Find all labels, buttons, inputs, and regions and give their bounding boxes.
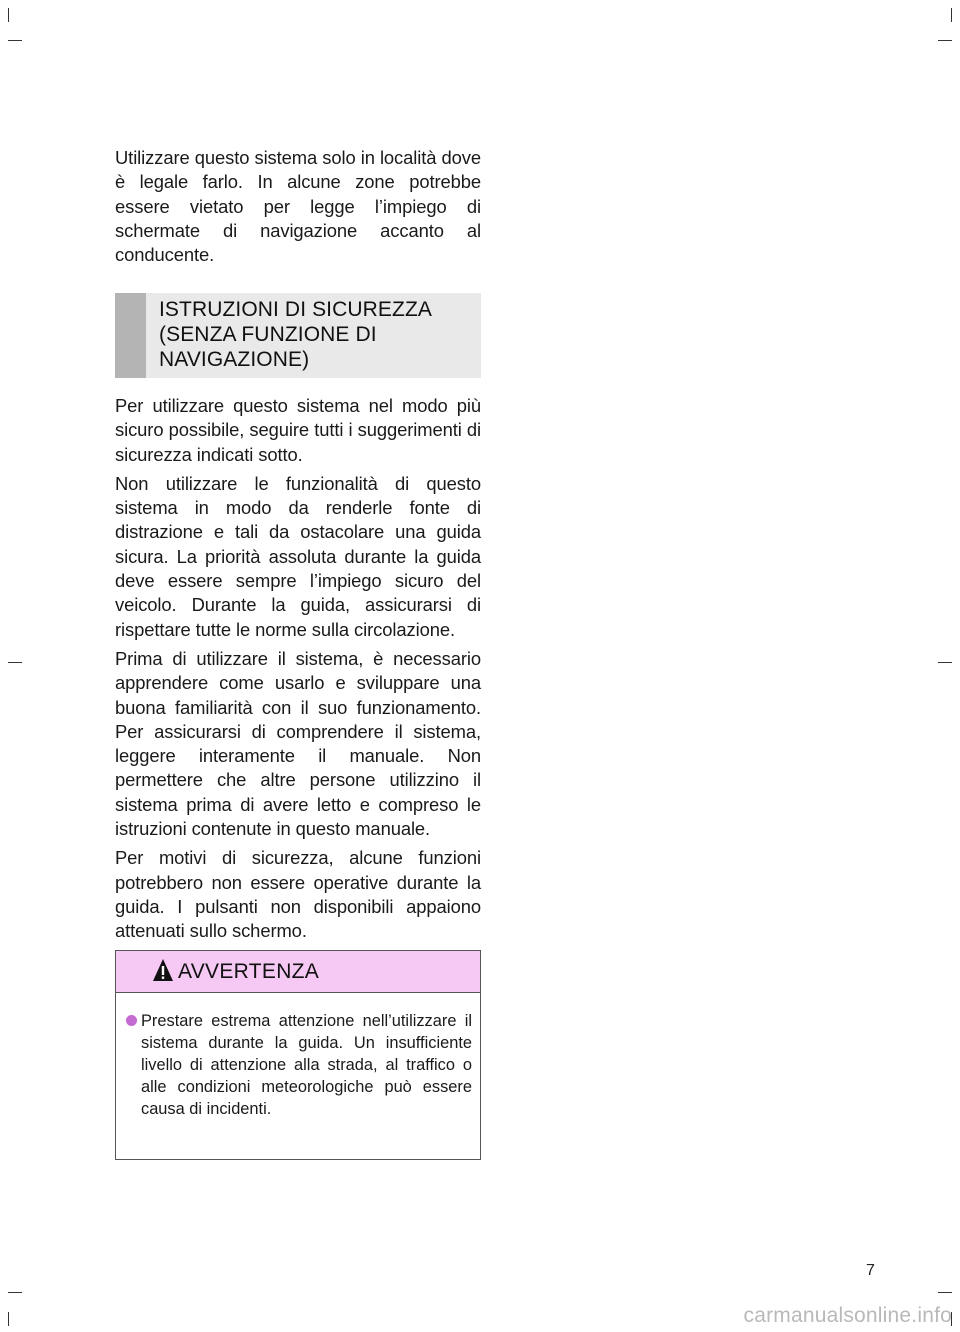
warning-header bbox=[116, 951, 480, 993]
crop-mark bbox=[938, 662, 952, 663]
page-number: 7 bbox=[866, 1262, 875, 1279]
paragraph: Per utilizzare questo sistema nel modo più sicuro possibile, seguire tutti i suggerimenti di sicurezza indicati sotto. bbox=[115, 395, 481, 465]
bullet-icon bbox=[126, 1015, 137, 1026]
intro-paragraph: Utilizzare questo sistema solo in località dove è legale farlo. In alcune zone potrebbe essere vietato per legge l’impiego di schermate di navigazione accanto al conducente. bbox=[115, 147, 481, 266]
crop-mark bbox=[938, 40, 952, 41]
crop-mark bbox=[938, 1292, 952, 1293]
warning-item bbox=[126, 1010, 472, 1120]
body-text bbox=[115, 394, 481, 949]
crop-mark bbox=[8, 8, 9, 22]
crop-mark bbox=[8, 1312, 9, 1326]
warning-text: Prestare estrema attenzione nell’utilizzare il sistema durante la guida. Un insufficiente livello di attenzione alla strada, al traffico o alle condizioni meteorologiche può essere causa di incidenti. bbox=[141, 1012, 472, 1118]
paragraph: Non utilizzare le funzionalità di questo sistema in modo da renderle fonte di distrazione e tali da ostacolare una guida sicura. La priorità assoluta durante la guida deve essere sempre l’impiego sicuro del veicolo. Durante la guida, assicurarsi di rispettare tutte le norme sulla circolazione. bbox=[115, 472, 481, 640]
crop-mark bbox=[8, 1292, 22, 1293]
crop-mark bbox=[8, 40, 22, 41]
paragraph: Prima di utilizzare il sistema, è necessario apprendere come usarlo e sviluppare una buona familiarità con il suo funzionamento. Per assicurarsi di comprendere il sistema, leggere interamente il manuale. Non permettere che altre persone utilizzino il sistema prima di avere letto e compreso le istruzioni contenute in questo manuale. bbox=[115, 647, 481, 840]
warning-triangle-icon bbox=[152, 957, 174, 983]
warning-title: AVVERTENZA bbox=[178, 960, 320, 983]
intro-block bbox=[115, 146, 481, 267]
warning-box bbox=[115, 950, 481, 1160]
watermark: carmanualsonline.info bbox=[743, 1304, 952, 1327]
paragraph: Per motivi di sicurezza, alcune funzioni potrebbero non essere operative durante la guida. I pulsanti non disponibili appaiono attenuati sullo schermo. bbox=[115, 847, 481, 942]
section-title: ISTRUZIONI DI SICUREZZA (SENZA FUNZIONE DI NAVIGAZIONE) bbox=[159, 298, 431, 371]
heading-accent-bar bbox=[115, 293, 146, 378]
crop-mark bbox=[8, 662, 22, 663]
section-heading bbox=[115, 293, 481, 378]
crop-mark bbox=[951, 8, 952, 22]
